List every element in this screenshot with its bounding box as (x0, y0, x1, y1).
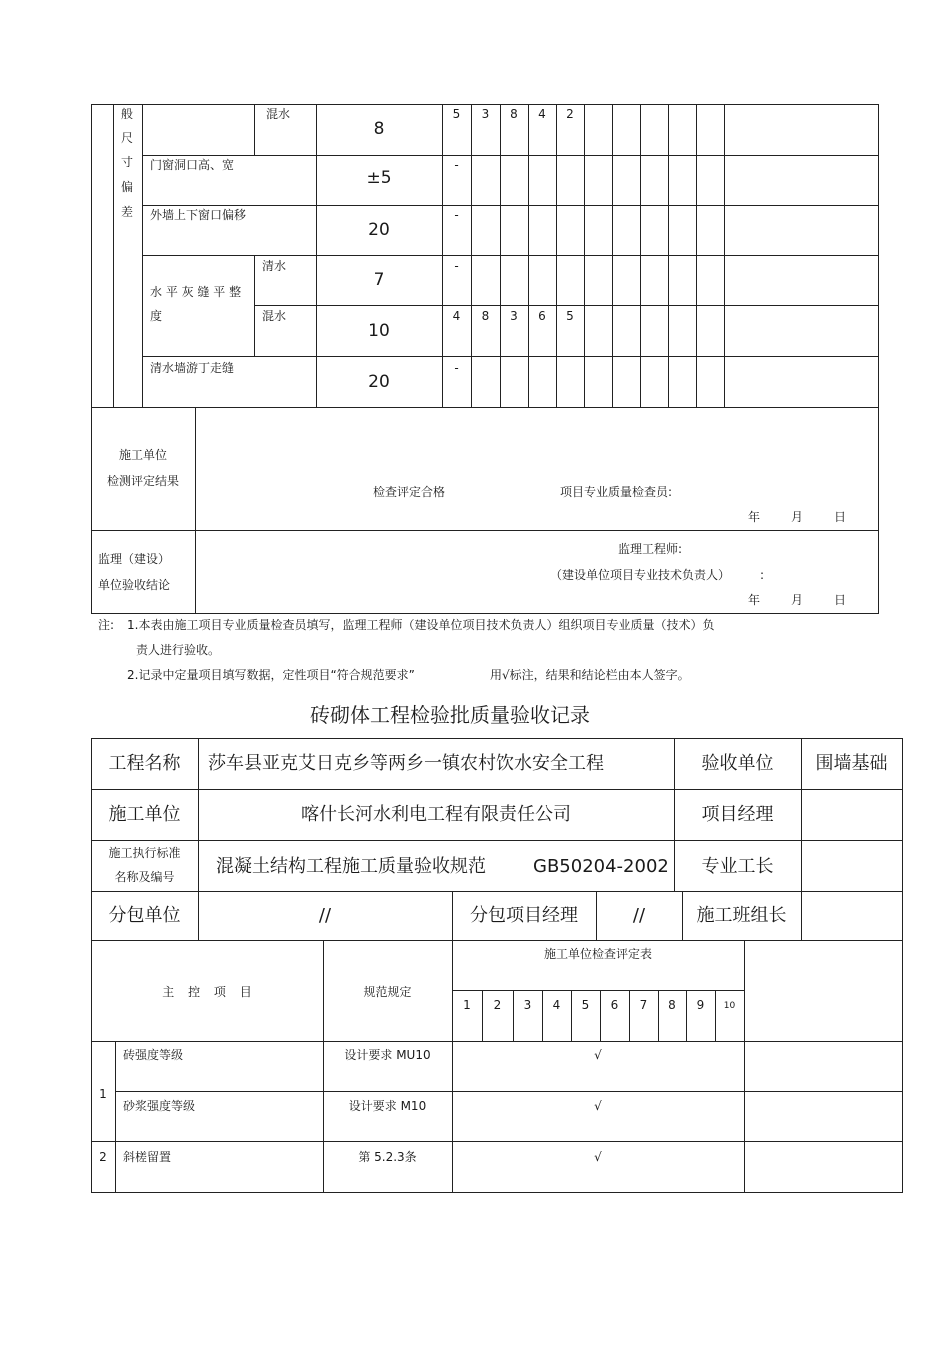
project-manager-label: 项目经理 (701, 804, 774, 825)
acceptance-unit-label: 验收单位 (701, 753, 774, 774)
check-value: 3 (481, 107, 490, 121)
item-group: 2 (99, 1150, 107, 1164)
category-char: 尺 (121, 131, 134, 145)
subcontract-label: 分包单位 (108, 905, 181, 926)
item-group: 1 (99, 1087, 107, 1101)
check-value: 4 (538, 107, 546, 121)
team-leader-label: 施工班组长 (696, 905, 787, 926)
construction-unit: 喀什长河水利电工程有限责任公司 (301, 804, 571, 825)
check-value: 5 (566, 309, 574, 323)
sub-manager-value: // (632, 905, 646, 926)
check-value: - (454, 361, 459, 375)
row-item-label: 度 (150, 309, 163, 323)
note-2: 2.记录中定量项目填写数据，定性项目“符合规范要求” (127, 668, 415, 682)
row-item-label: 外墙上下窗口偏移 (150, 208, 247, 222)
eval-number: 5 (581, 998, 590, 1012)
category-char: 寸 (121, 155, 134, 169)
construction-unit-label: 施工单位 (108, 804, 181, 825)
construction-label: 检测评定结果 (106, 474, 179, 488)
note-prefix: 注: (98, 618, 115, 632)
main-items-label: 主 控 项 目 (162, 985, 252, 999)
subcontract-value: // (318, 905, 332, 926)
row-item-label: 清水墙游丁走缝 (150, 361, 235, 375)
check-value: 8 (481, 309, 490, 323)
check-value: 3 (510, 309, 518, 323)
page-title: 砖砌体工程检验批质量验收记录 (310, 703, 590, 727)
category-char: 偏 (121, 180, 134, 194)
category-char: 差 (121, 205, 134, 219)
item-result: √ (594, 1099, 602, 1113)
standard-label: 施工执行标准 (108, 846, 181, 860)
check-value: 5 (452, 107, 461, 121)
foreman-label: 专业工长 (701, 856, 774, 877)
row-sub-label: 清水 (262, 259, 287, 273)
standard-code: GB50204-2002 (533, 856, 669, 877)
row-standard: 10 (368, 321, 390, 341)
standard-name: 混凝土结构工程施工质量验收规范 (216, 856, 486, 877)
eval-number: 1 (463, 998, 471, 1012)
item-name: 斜槎留置 (123, 1150, 172, 1164)
project-name-label: 工程名称 (108, 753, 181, 774)
eval-number: 8 (668, 998, 676, 1012)
row-sub-label: 混水 (262, 309, 287, 323)
acceptance-unit: 围墙基础 (815, 753, 888, 774)
check-value: 2 (566, 107, 574, 121)
supervision-label: 监理（建设） (98, 552, 171, 566)
check-value: - (454, 158, 459, 172)
date-day: 日 (834, 510, 847, 524)
check-value: 8 (510, 107, 518, 121)
row-standard: 20 (368, 220, 390, 240)
supervisor-label: 监理工程师: (618, 542, 683, 556)
project-name: 莎车县亚克艾日克乡等两乡一镇农村饮水安全工程 (208, 753, 604, 774)
date-year: 年 (748, 510, 761, 524)
eval-number: 3 (523, 998, 532, 1012)
item-result: √ (594, 1150, 602, 1164)
date-month: 月 (791, 593, 804, 607)
eval-number: 4 (552, 998, 561, 1012)
category-char: 般 (121, 107, 134, 121)
note-2-cont: 用√标注，结果和结论栏由本人签字。 (490, 668, 690, 682)
sub-manager-label: 分包项目经理 (470, 905, 578, 926)
spec-label: 规范规定 (363, 985, 412, 999)
row-item-label: 水 平 灰 缝 平 整 (150, 285, 242, 299)
date-month: 月 (791, 510, 804, 524)
standard-label: 名称及编号 (114, 870, 175, 884)
supervision-label: 单位验收结论 (98, 578, 171, 592)
item-spec: 设计要求 MU10 (344, 1048, 431, 1062)
construction-label: 施工单位 (118, 448, 167, 462)
supervisor-alt-label: （建设单位项目专业技术负责人） (550, 568, 731, 582)
row-standard: ±5 (366, 168, 392, 188)
note-1: 1.本表由施工项目专业质量检查员填写，监理工程师（建设单位项目技术负责人）组织项目专业质量（技术）负 (127, 618, 715, 632)
eval-number: 6 (610, 998, 619, 1012)
item-name: 砂浆强度等级 (123, 1099, 196, 1113)
construction-result: 检查评定合格 (373, 485, 446, 499)
date-day: 日 (834, 593, 847, 607)
inspector-label: 项目专业质量检查员: (560, 485, 673, 499)
eval-number: 10 (723, 1001, 736, 1011)
item-name: 砖强度等级 (123, 1048, 184, 1062)
item-result: √ (594, 1048, 602, 1062)
check-value: 4 (452, 309, 461, 323)
row-standard: 7 (373, 270, 385, 290)
item-spec: 设计要求 M10 (348, 1099, 427, 1113)
row-sub-label: 混水 (266, 107, 291, 121)
item-spec: 第 5.2.3条 (358, 1150, 417, 1164)
eval-number: 7 (639, 998, 648, 1012)
row-item-label: 门窗洞口高、宽 (150, 158, 235, 172)
note-1-cont: 责人进行验收。 (136, 643, 221, 657)
eval-label: 施工单位检查评定表 (543, 947, 652, 961)
supervisor-colon: : (760, 568, 765, 582)
check-value: - (454, 259, 459, 273)
check-value: - (454, 208, 459, 222)
eval-number: 9 (696, 998, 705, 1012)
eval-number: 2 (493, 998, 502, 1012)
check-value: 6 (538, 309, 546, 323)
date-year: 年 (748, 593, 761, 607)
row-standard: 8 (373, 119, 385, 139)
row-standard: 20 (368, 372, 390, 392)
